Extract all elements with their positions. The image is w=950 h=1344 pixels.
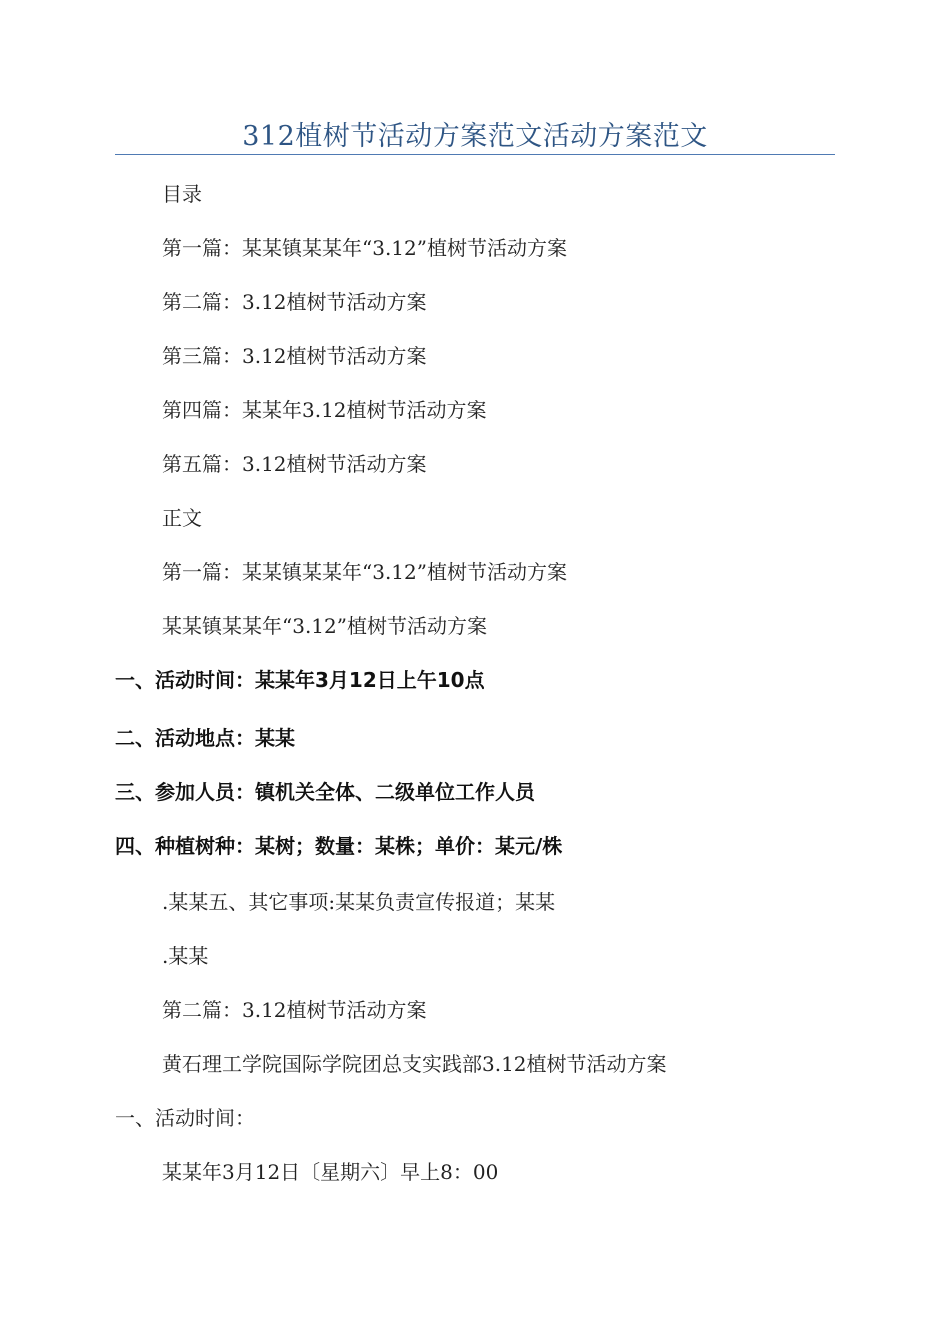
section-subtitle-2: 黄石理工学院国际学院团总支实践部3.12植树节活动方案 (162, 1052, 667, 1076)
item-activity-location: 二、活动地点：某某 (115, 726, 295, 750)
activity-time-value: 某某年3月12日〔星期六〕早上8：00 (162, 1160, 499, 1184)
section-heading-2: 第二篇：3.12植树节活动方案 (162, 998, 427, 1022)
item-other-matters: .某某五、其它事项:某某负责宣传报道；某某 (162, 890, 556, 914)
toc-item-2: 第二篇：3.12植树节活动方案 (162, 290, 427, 314)
item-participants: 三、参加人员：镇机关全体、二级单位工作人员 (115, 780, 535, 804)
toc-item-1: 第一篇：某某镇某某年“3.12”植树节活动方案 (162, 236, 567, 260)
toc-item-4: 第四篇：某某年3.12植树节活动方案 (162, 398, 487, 422)
item-other-matters-cont: .某某 (162, 944, 209, 968)
item-activity-time-2: 一、活动时间： (115, 1106, 255, 1130)
document-title: 312植树节活动方案范文活动方案范文 (242, 121, 708, 152)
item-tree-species: 四、种植树种：某树；数量：某株；单价：某元/株 (115, 834, 563, 858)
section-subtitle-1: 某某镇某某年“3.12”植树节活动方案 (162, 614, 487, 638)
item-activity-time: 一、活动时间：某某年3月12日上午10点 (115, 668, 485, 692)
body-heading: 正文 (162, 506, 202, 530)
toc-item-5: 第五篇：3.12植树节活动方案 (162, 452, 427, 476)
toc-heading: 目录 (162, 182, 202, 206)
section-heading-1: 第一篇：某某镇某某年“3.12”植树节活动方案 (162, 560, 567, 584)
toc-item-3: 第三篇：3.12植树节活动方案 (162, 344, 427, 368)
title-underline (115, 154, 835, 155)
